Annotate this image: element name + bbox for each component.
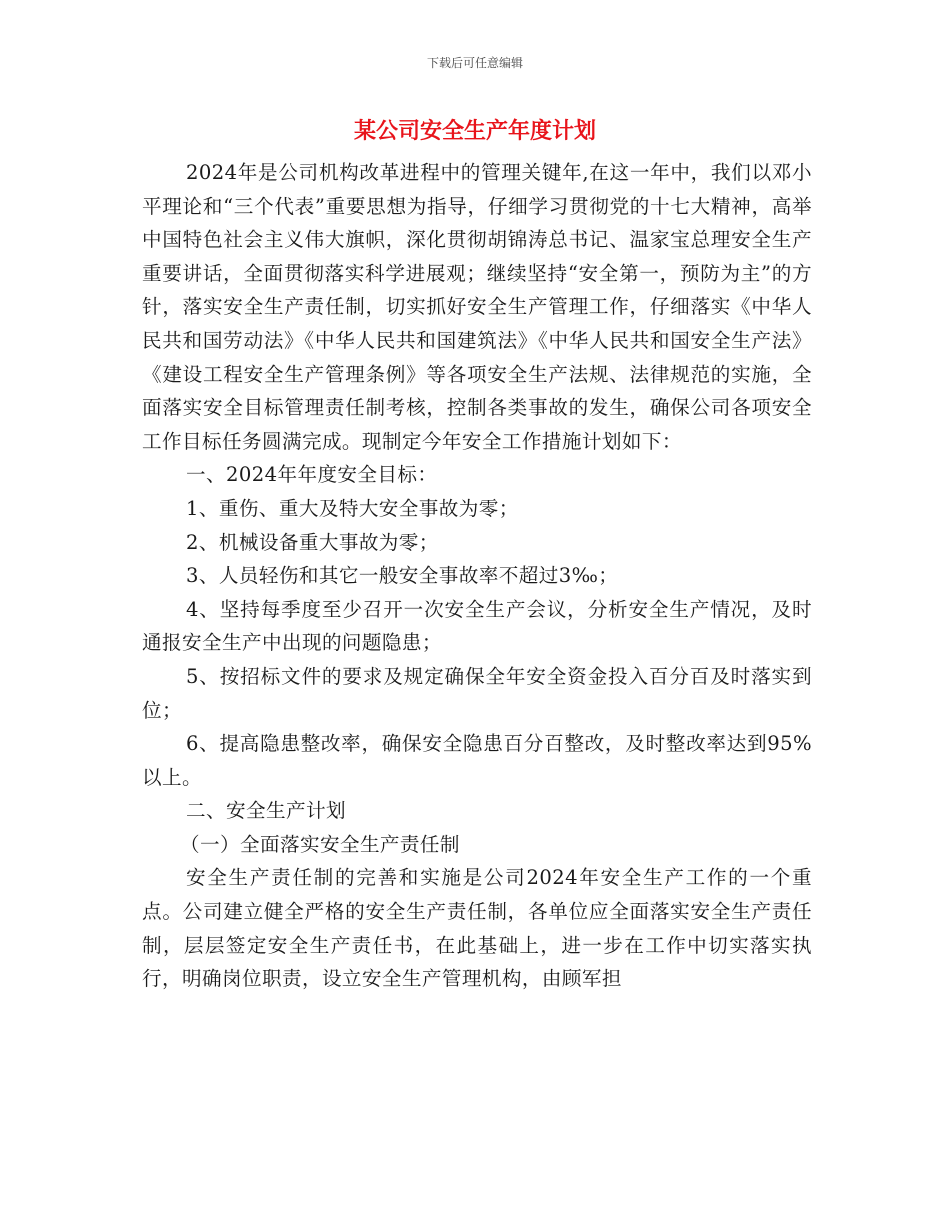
goal-item-6: 6、提高隐患整改率，确保安全隐患百分百整改，及时整改率达到95%以上。 xyxy=(142,732,812,789)
subsection-heading-responsibility: （一）全面落实安全生产责任制 xyxy=(180,832,460,856)
document-body xyxy=(142,156,812,996)
responsibility-paragraph: 安全生产责任制的完善和实施是公司2024年安全生产工作的一个重点。公司建立健全严格的安全生产责任制，各单位应全面落实安全生产责任制，层层签定安全生产责任书，在此基础上，进一步在工作中切实落实执行，明确岗位职责，设立安全生产管理机构，由顾军担 xyxy=(142,866,812,991)
document-title: 某公司安全生产年度计划 xyxy=(353,119,596,144)
intro-paragraph: 2024年是公司机构改革进程中的管理关键年,在这一年中，我们以邓小平理论和“三个代表”重要思想为指导，仔细学习贯彻党的十七大精神，高举中国特色社会主义伟大旗帜，深化贯彻胡锦涛总书记、温家宝总理安全生产重要讲话，全面贯彻落实科学进展观；继续坚持“安全第一，预防为主”的方针，落实安全生产责任制，切实抓好安全生产管理工作，仔细落实《中华人民共和国劳动法》《中华人民共和国建筑法》《中华人民共和国安全生产法》《建设工程安全生产管理条例》等各项安全生产法规、法律规范的实施，全面落实安全目标管理责任制考核，控制各类事故的发生，确保公司各项安全工作目标任务圆满完成。现制定今年安全工作措施计划如下： xyxy=(142,161,812,453)
header-note: 下载后可任意编辑 xyxy=(426,56,523,70)
section-heading-goals: 一、2024年年度安全目标： xyxy=(186,463,438,487)
goal-item-4: 4、坚持每季度至少召开一次安全生产会议，分析安全生产情况，及时通报安全生产中出现的问题隐患； xyxy=(142,597,812,655)
section-heading-plan: 二、安全生产计划 xyxy=(186,799,346,823)
goal-item-5: 5、按招标文件的要求及规定确保全年安全资金投入百分百及时落实到位； xyxy=(142,664,812,722)
goal-item-2: 2、机械设备重大事故为零； xyxy=(186,530,439,554)
goal-item-3: 3、人员轻伤和其它一般安全事故率不超过3‰； xyxy=(186,564,619,588)
goal-item-1: 1、重伤、重大及特大安全事故为零； xyxy=(186,496,519,520)
